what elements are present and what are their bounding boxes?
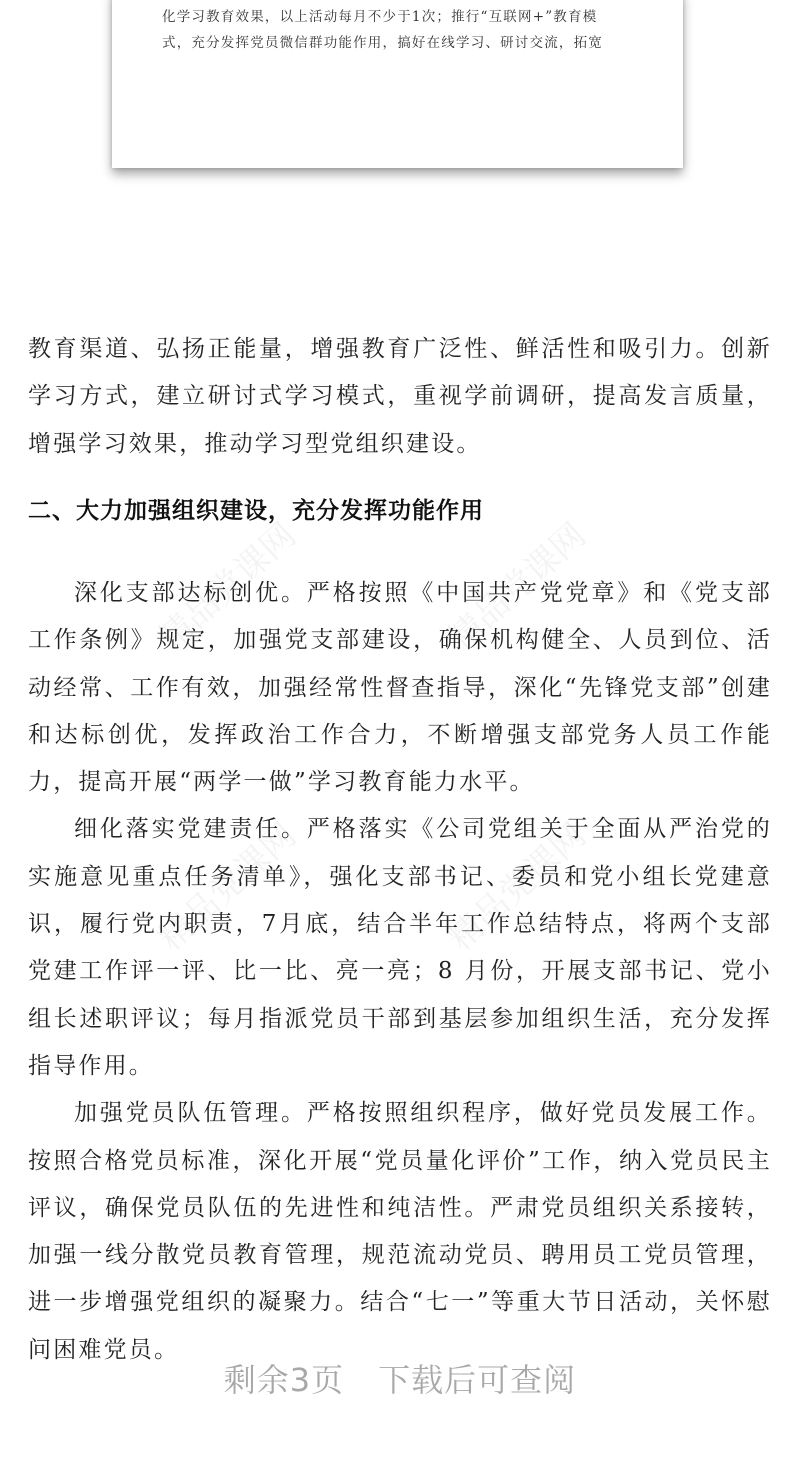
watermark: 精品党课网 — [150, 815, 304, 959]
download-to-view-text: 下载后可查阅 — [378, 1361, 577, 1399]
paragraph-branch-standards: 深化支部达标创优。严格按照《中国共产党党章》和《党支部工作条例》规定，加强党支部建设，确保机构健全、人员到位、活动经常、工作有效，加强经常性督查指导，深化“先锋党支部”创建和达标创优，发挥政治工作合力，不断增强支部党务人员工作能力，提高开展“两学一做”学习教育能力水平。 — [28, 580, 772, 796]
paragraph-party-responsibility: 细化落实党建责任。严格落实《公司党组关于全面从严治党的实施意见重点任务清单》，强化支部书记、委员和党小组长党建意识，履行党内职责，7月底，结合半年工作总结特点，将两个支部党建工作评一评、比一比、亮一亮；8 月份，开展支部书记、党小组长述职评议；每月指派党员干部到基层参加组织生活，充分发挥指导作用。 — [28, 816, 772, 1079]
watermark: 精品党课网 — [440, 515, 594, 659]
intro-paragraph: 教育渠道、弘扬正能量，增强教育广泛性、鲜活性和吸引力。创新学习方式，建立研讨式学习模式，重视学前调研，提高发言质量，增强学习效果，推动学习型党组织建设。 — [28, 336, 772, 457]
preview-page-card — [112, 0, 683, 168]
section-heading: 二、大力加强组织建设，充分发挥功能作用 — [28, 498, 484, 524]
preview-line: 化学习教育效果，以上活动每月不少于1次；推行“互联网+”教育模 — [162, 9, 598, 25]
remaining-pages-text: 剩余3页 — [223, 1361, 345, 1399]
watermark: 精品党课网 — [150, 515, 304, 659]
paragraph-member-management: 加强党员队伍管理。严格按照组织程序，做好党员发展工作。按照合格党员标准，深化开展“党员量化评价”工作，纳入党员民主评议，确保党员队伍的先进性和纯洁性。严肃党员组织关系接转，加强一线分散党员教育管理，规范流动党员、聘用员工党员管理，进一步增强党组织的凝聚力。结合“七一”等重大节日活动，关怀慰问困难党员。 — [28, 1100, 772, 1363]
watermark: 精品党课网 — [440, 815, 594, 959]
preview-line: 式，充分发挥党员微信群功能作用，搞好在线学习、研讨交流，拓宽 — [162, 35, 603, 51]
download-prompt-button[interactable] — [0, 1355, 800, 1405]
section-body — [28, 570, 772, 1374]
